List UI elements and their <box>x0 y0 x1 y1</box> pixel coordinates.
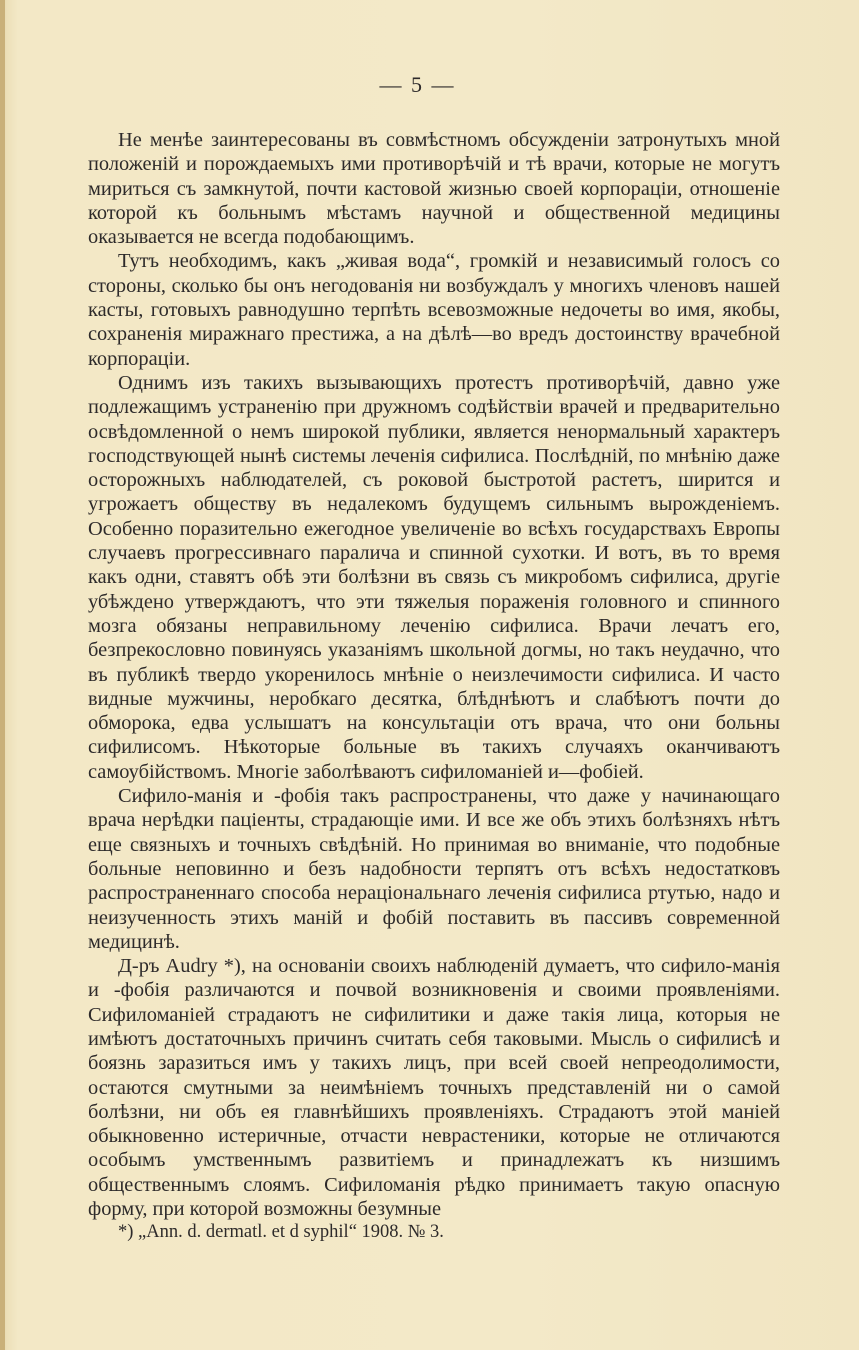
paragraph-4: Сифило-манія и -фобія такъ распространены, что даже у начинающаго врача нерѣдки паціенты, страдающіе ими. И все же объ этихъ болѣзняхъ нѣтъ еще связныхъ и точныхъ свѣдѣній. Но принимая во вниманіе, что подобные больные неповинно и безъ надобности терпятъ отъ всѣхъ недостатковъ распространеннаго способа нераціональнаго леченія сифилиса ртутью, надо и неизученность этихъ маній и фобій поставить въ пассивъ современной медицинѣ. <box>88 785 780 953</box>
footnote: *) „Ann. d. dermatl. et d syphil“ 1908. № 3. <box>118 1222 444 1242</box>
paragraph-3: Однимъ изъ такихъ вызывающихъ протестъ противорѣчій, давно уже подлежащимъ устраненію при дружномъ содѣйствіи врачей и предварительно освѣдомленной о немъ широкой публики, является ненормальный характеръ господствующей нынѣ системы леченія сифилиса. Послѣдній, по мнѣнію даже осторожныхъ наблюдателей, съ роковой быстротой растетъ, ширится и угрожаетъ обществу въ недалекомъ будущемъ сильнымъ вырожденіемъ. Особенно поразительно ежегодное увеличеніе во всѣхъ государствахъ Европы случаевъ прогрессивнаго паралича и спинной сухотки. И вотъ, въ то время какъ одни, ставятъ обѣ эти болѣзни въ связь съ микробомъ сифилиса, другіе убѣждено утверждаютъ, что эти тяжелыя пораженія головного и спинного мозга обязаны неправильному леченію сифилиса. Врачи лечатъ его, безпрекословно повинуясь указаніямъ школьной догмы, но такъ неудачно, что въ публикѣ твердо укоренилось мнѣніе о неизлечимости сифилиса. И часто видные мужчины, неробкаго десятка, блѣднѣютъ и слабѣютъ почти до обморока, едва услышатъ на консультаціи отъ врача, что они больны сифилисомъ. Нѣкоторые больные въ такихъ случаяхъ оканчиваютъ самоубійствомъ. Многіе заболѣваютъ сифиломаніей и—фобіей. <box>88 371 780 783</box>
page-number: — 5 — <box>379 72 456 97</box>
paragraph-1: Не менѣе заинтересованы въ совмѣстномъ обсужденіи затронутыхъ мной положеній и порождаемыхъ ими противорѣчій и тѣ врачи, которые не могутъ мириться съ замкнутой, почти кастовой жизнью своей корпораціи, отношеніе которой къ больнымъ мѣстамъ научной и общественной медицины оказывается не всегда подобающимъ. <box>88 129 780 249</box>
page-binding-edge <box>0 0 5 1350</box>
body-text <box>88 128 780 1221</box>
paragraph-5: Д-ръ Audry *), на основаніи своихъ наблюденій думаетъ, что сифило-манія и -фобія различаются и почвой возникновенія и своими проявленіями. Сифиломаніей страдаютъ не сифилитики и даже такія лица, которыя не имѣютъ достаточныхъ причинъ считать себя таковыми. Мысль о сифилисѣ и боязнь заразиться имъ у такихъ лицъ, при всей своей непреодолимости, остаются смутными за неимѣніемъ точныхъ представленій ни о самой болѣзни, ни объ ея главнѣйшихъ проявленіяхъ. Страдаютъ этой маніей обыкновенно истеричные, отчасти неврастеники, которые не отличаются особымъ умственнымъ развитіемъ и принадлежатъ къ низшимъ общественнымъ слоямъ. Сифиломанія рѣдко принимаетъ такую опасную форму, при которой возможны безумные <box>88 955 780 1221</box>
paragraph-2: Тутъ необходимъ, какъ „живая вода“, громкій и независимый голосъ со стороны, сколько бы онъ негодованія ни возбуждалъ у многихъ членовъ нашей касты, готовыхъ равнодушно терпѣть всевозможные недочеты во имя, якобы, сохраненія миражнаго престижа, а на дѣлѣ—во вредъ достоинству врачебной корпораціи. <box>88 250 780 370</box>
